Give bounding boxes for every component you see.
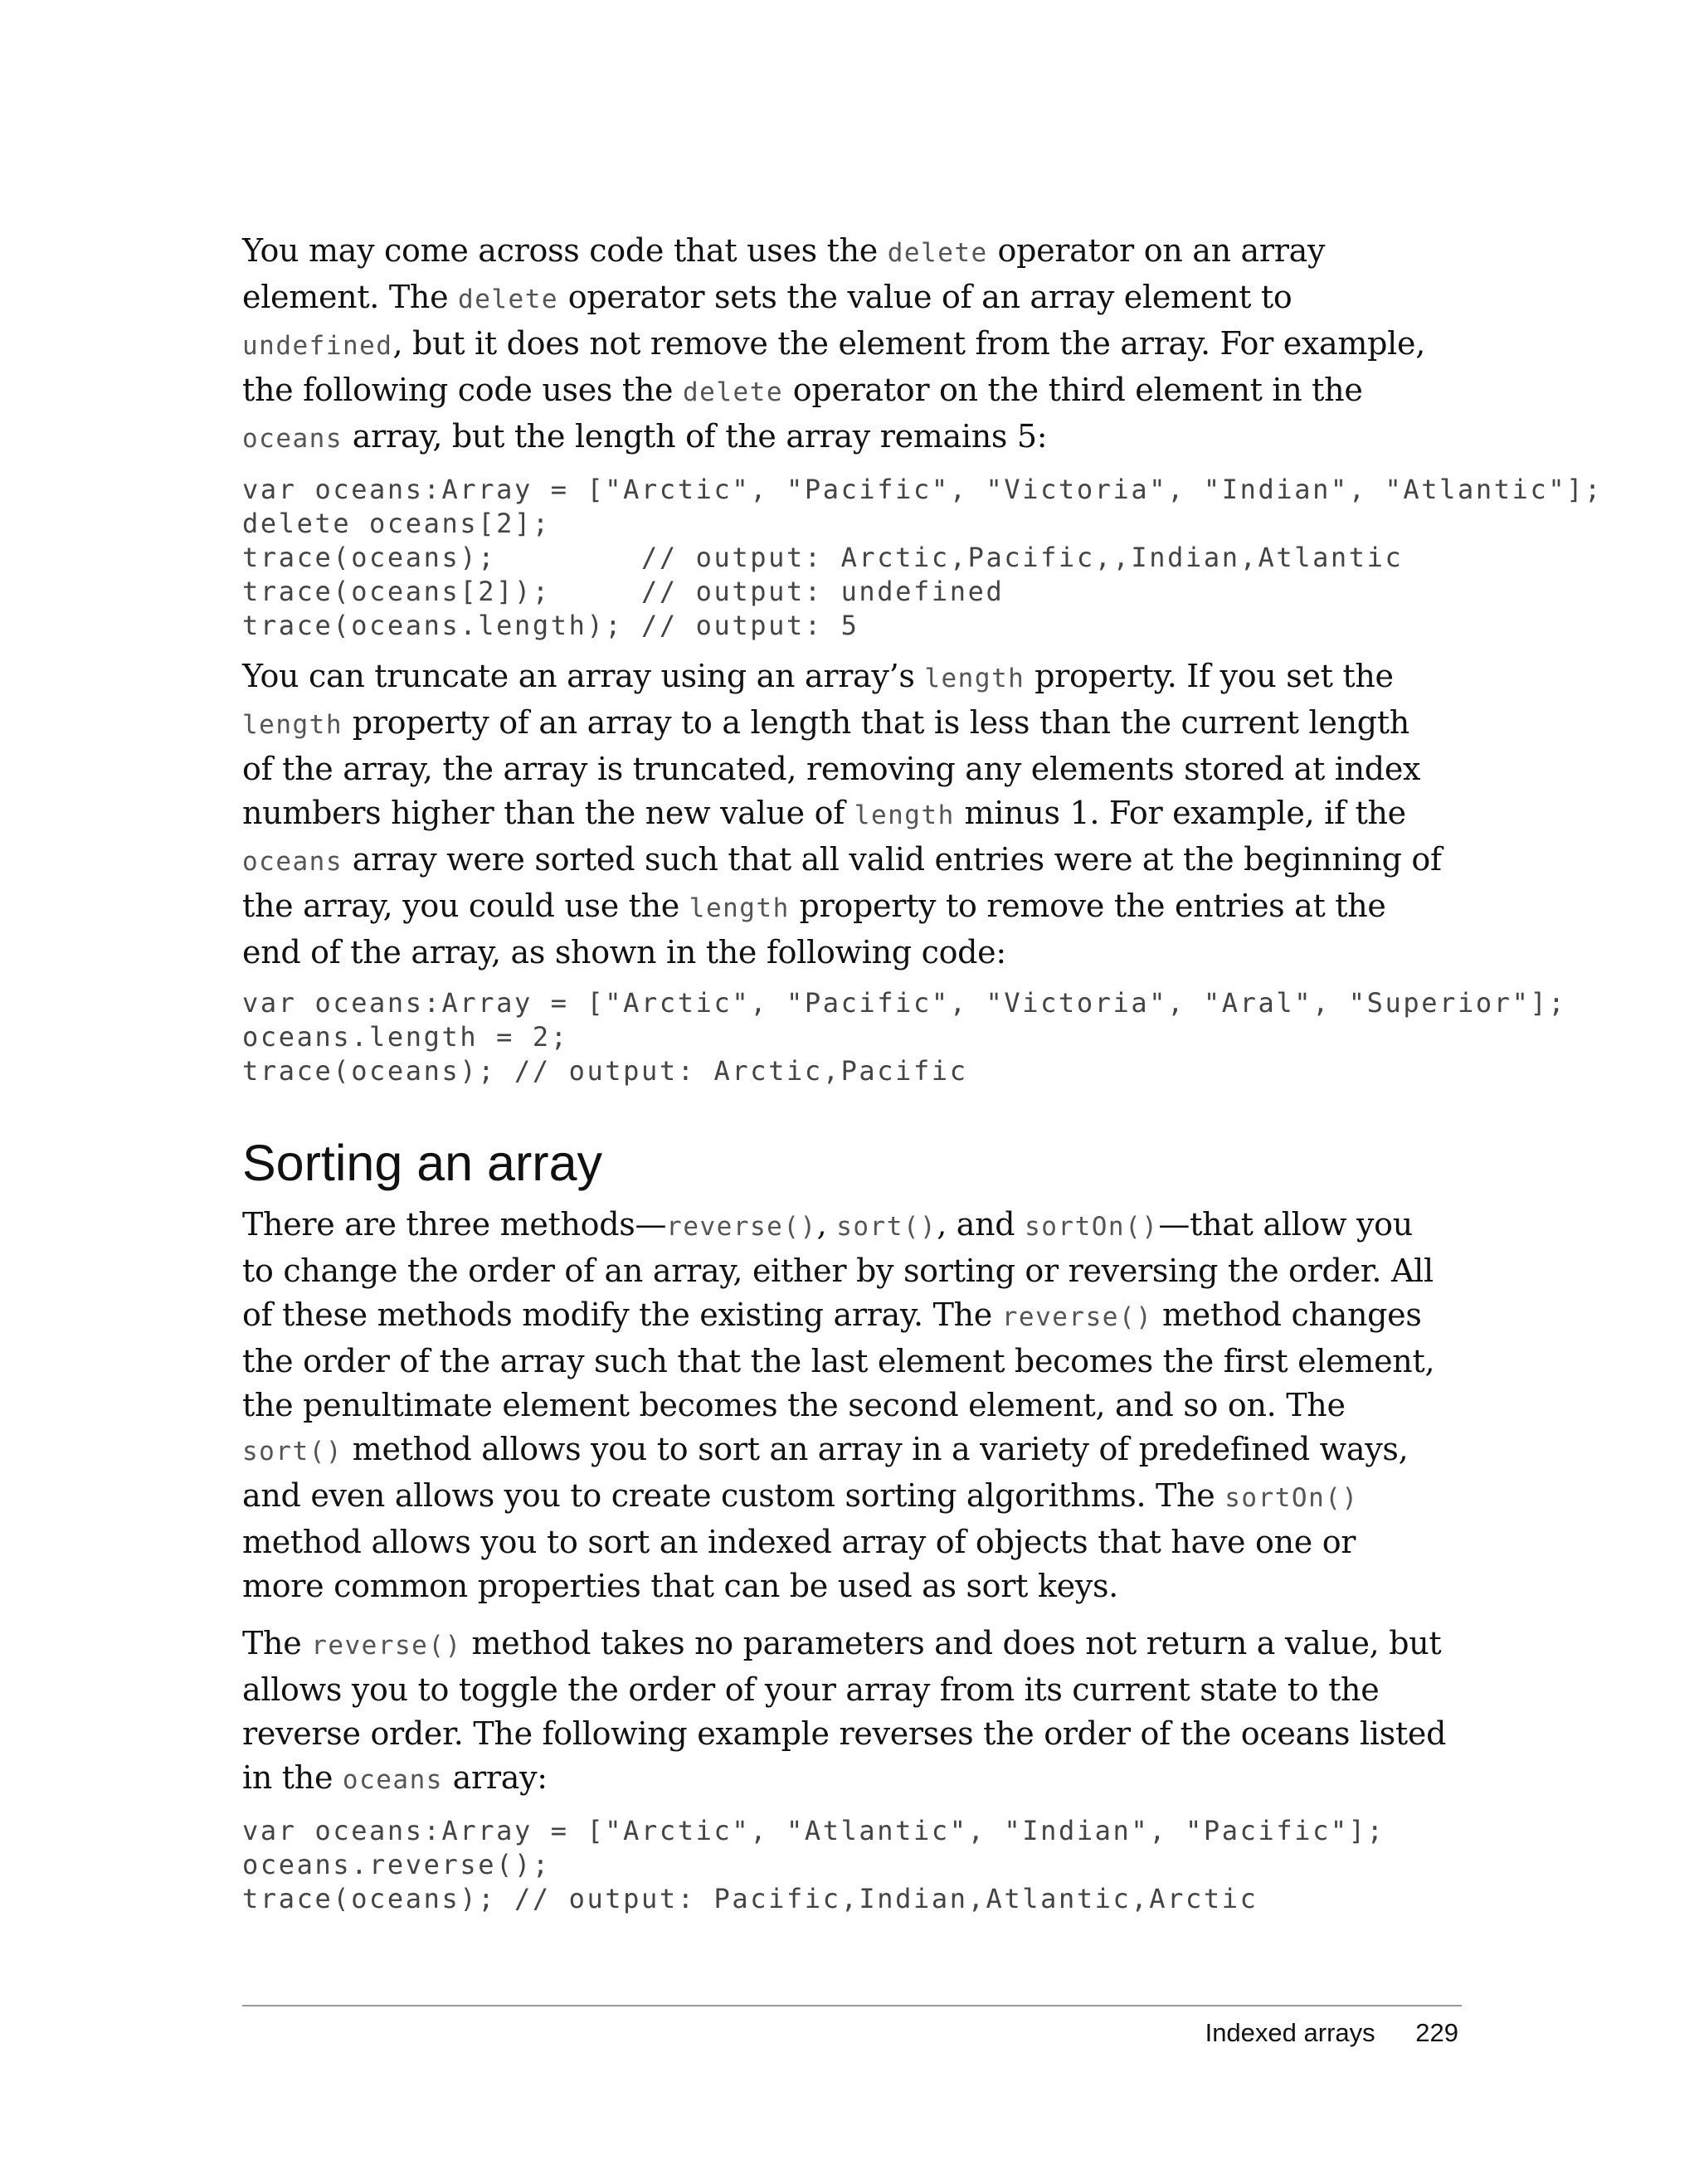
inline-code: undefined (242, 331, 393, 361)
code-line: trace(oceans.length); // output: 5 (242, 610, 859, 641)
page-footer (1205, 2018, 1458, 2048)
text: method allows you to sort an indexed array of objects that have one or more common properties that can be used as sort keys. (242, 1524, 1356, 1604)
inline-code: delete (683, 377, 783, 407)
code-block-delete (242, 473, 1603, 643)
code-line: delete oceans[2]; (242, 508, 551, 539)
text: property of an array to a length that is less than the current length of the array, the array is truncated, removing any elements stored at index numbers higher than the new value of (242, 704, 1421, 831)
text: array, but the length of the array remains 5: (342, 418, 1048, 455)
inline-code: oceans (242, 424, 343, 454)
text: array: (442, 1759, 548, 1796)
text: —that allow you to change the order of an array, either by sorting or reversing the order. All of these methods modify the existing array. The (242, 1206, 1434, 1333)
code-line: trace(oceans); // output: Arctic,Pacific,,Indian,Atlantic (242, 542, 1404, 573)
footer-section-title: Indexed arrays (1205, 2018, 1375, 2047)
footer-divider (242, 2005, 1462, 2006)
paragraph-sorting-methods (242, 1203, 1447, 1608)
inline-code: sort() (836, 1212, 937, 1242)
page-number: 229 (1415, 2018, 1458, 2047)
text: operator on an array element. The (242, 232, 1326, 315)
text: operator on the third element in the (783, 372, 1363, 408)
inline-code: sort() (242, 1437, 343, 1467)
inline-code: sortOn() (1224, 1483, 1359, 1513)
code-block-reverse (242, 1814, 1447, 1916)
text: array were sorted such that all valid entries were at the beginning of the array, you could use the (242, 841, 1442, 924)
text: There are three methods— (242, 1206, 667, 1243)
text: You can truncate an array using an array’s (242, 658, 925, 694)
inline-code: length (242, 710, 343, 740)
inline-code: length (924, 664, 1025, 693)
text: operator sets the value of an array element to (558, 279, 1293, 315)
inline-code: length (854, 800, 955, 830)
text: method allows you to sort an array in a variety of predefined ways, and even allows you to create custom sorting algorithms. The (242, 1431, 1409, 1514)
page-content (242, 229, 1603, 1928)
paragraph-truncate (242, 654, 1447, 975)
text: You may come across code that uses the (242, 232, 888, 269)
code-line: var oceans:Array = ["Arctic", "Atlantic", "Indian", "Pacific"]; (242, 1815, 1385, 1846)
inline-code: oceans (342, 1765, 443, 1795)
paragraph-delete-operator (242, 229, 1447, 461)
inline-code: oceans (242, 847, 343, 877)
inline-code: delete (458, 285, 559, 314)
code-line: trace(oceans[2]); // output: undefined (242, 576, 1005, 607)
text: , (816, 1206, 837, 1243)
text: minus 1. For example, if the (954, 795, 1406, 831)
section-heading: Sorting an array (242, 1135, 602, 1191)
code-line: trace(oceans); // output: Pacific,Indian,Atlantic,Arctic (242, 1883, 1258, 1914)
text: property. If you set the (1025, 658, 1394, 694)
inline-code: sortOn() (1025, 1212, 1159, 1242)
inline-code: length (689, 893, 790, 923)
inline-code: delete (887, 238, 988, 268)
text: , and (937, 1206, 1025, 1243)
code-line: oceans.reverse(); (242, 1849, 551, 1880)
inline-code: reverse() (666, 1212, 817, 1242)
text: method takes no parameters and does not return a value, but allows you to toggle the order of your array from its current state to the reverse order. The following example reverses the order of the oceans listed in the (242, 1625, 1447, 1796)
text: The (242, 1625, 312, 1661)
inline-code: reverse() (311, 1631, 462, 1661)
text: property to remove the entries at the end of the array, as shown in the following code: (242, 888, 1386, 970)
code-block-truncate (242, 986, 1567, 1088)
code-line: var oceans:Array = ["Arctic", "Pacific", "Victoria", "Aral", "Superior"]; (242, 987, 1567, 1019)
paragraph-reverse-method (242, 1622, 1447, 1802)
code-line: oceans.length = 2; (242, 1021, 569, 1053)
text: , but it does not remove the element from the array. For example, the following code uses the (242, 325, 1425, 408)
inline-code: reverse() (1001, 1302, 1153, 1332)
code-line: var oceans:Array = ["Arctic", "Pacific", "Victoria", "Indian", "Atlantic"]; (242, 474, 1603, 505)
code-line: trace(oceans); // output: Arctic,Pacific (242, 1055, 968, 1087)
text: method changes the order of the array such that the last element becomes the first element, the penultimate element becomes the second element, and so on. The (242, 1296, 1435, 1423)
